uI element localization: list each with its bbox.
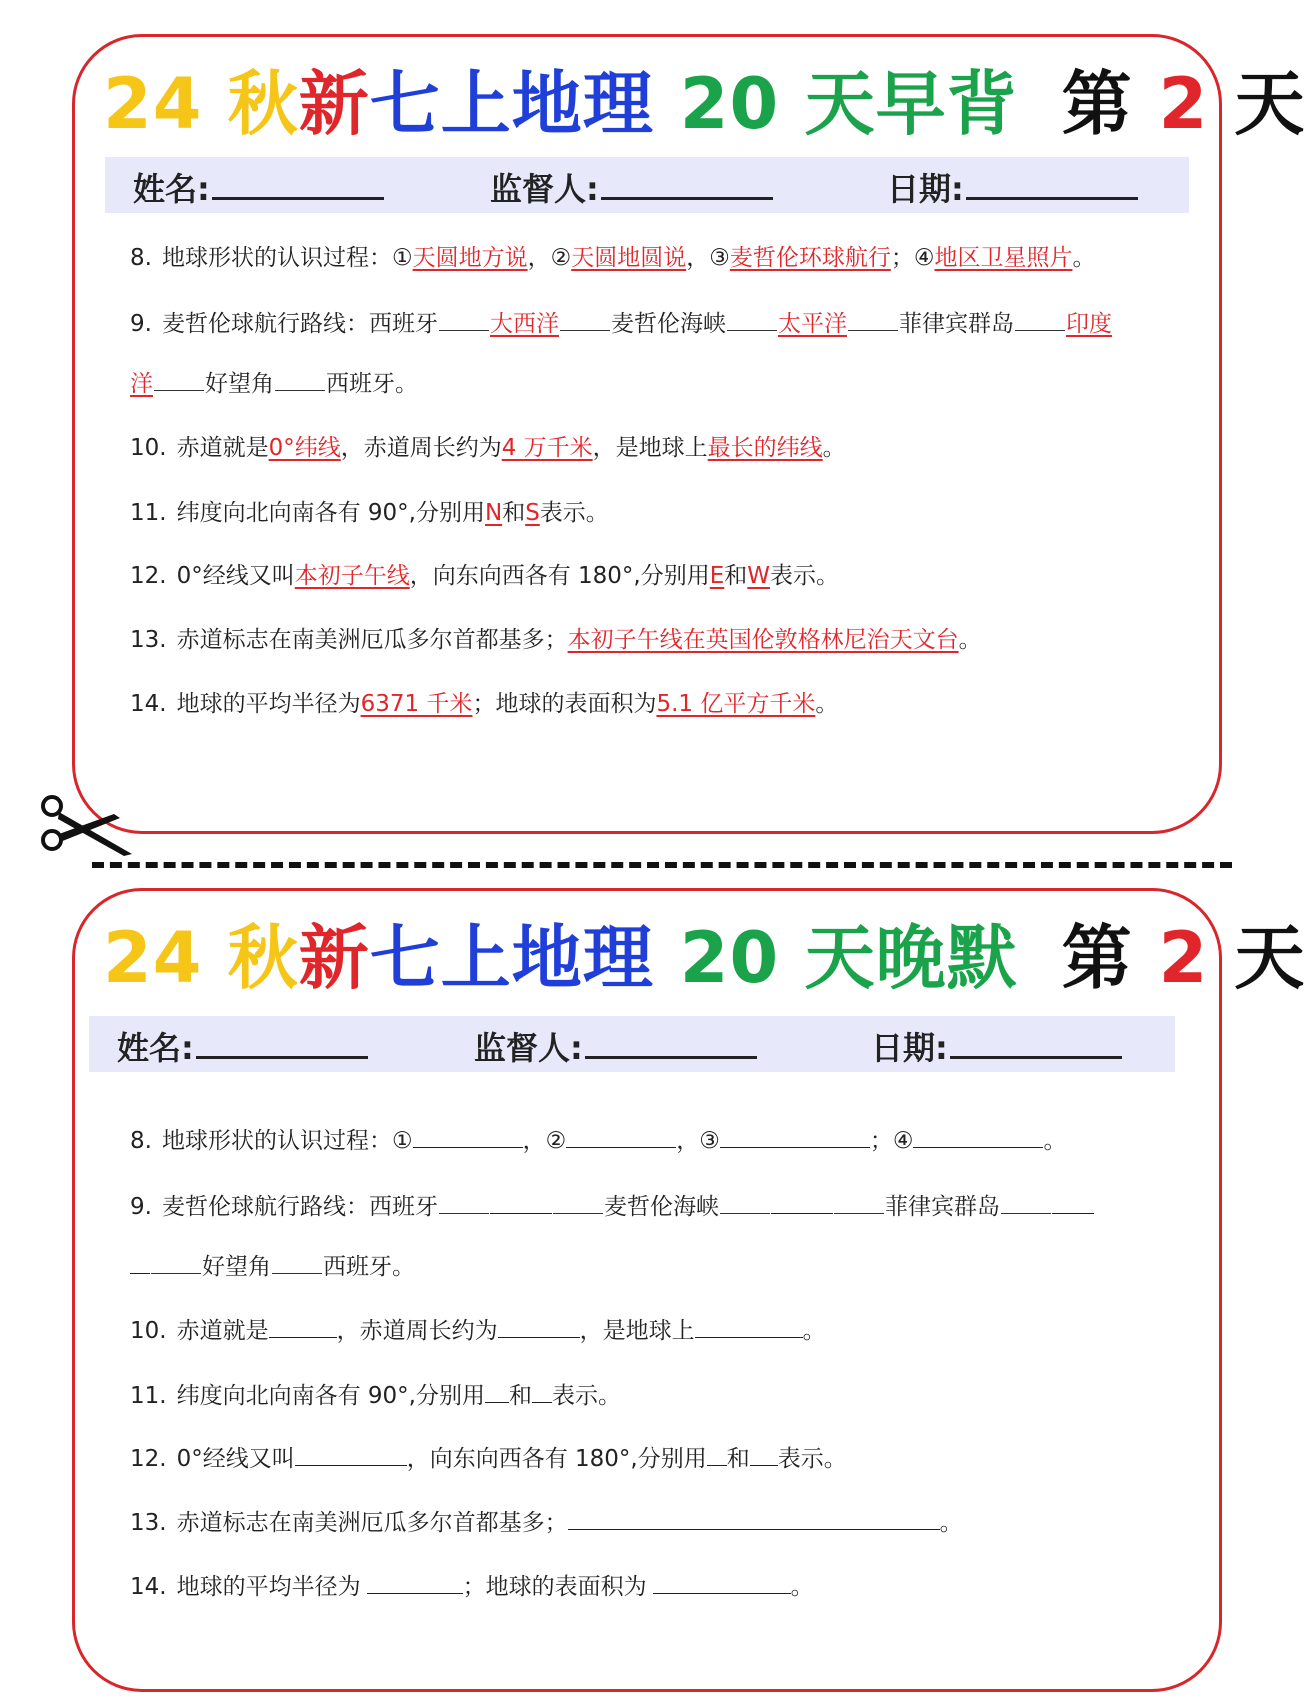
answer-blank[interactable] [413, 1123, 523, 1148]
question-text: ，向东向西各有 180°,分别用 [409, 563, 710, 589]
answer: 5.1 亿平方千米 [656, 691, 816, 717]
answer-blank[interactable] [269, 1313, 337, 1338]
answer-blank[interactable] [771, 1189, 833, 1214]
question-text: ；地球的表面积为 [472, 691, 657, 717]
question-text: 地球形状的认识过程：① [161, 1128, 413, 1154]
question-number: 9. [130, 311, 152, 337]
question-text: ，赤道周长约为 [336, 1318, 498, 1344]
morning-review-card [72, 34, 1305, 834]
question-number: 9. [130, 1194, 152, 1220]
answer-blank[interactable] [566, 1123, 676, 1148]
question-text: 。 [958, 627, 982, 653]
question-10 [130, 1313, 826, 1348]
answer-blank[interactable] [367, 1569, 463, 1594]
answer: N [484, 500, 503, 526]
question-11 [130, 496, 609, 530]
question-text: 和 [724, 563, 748, 589]
date-field[interactable] [871, 1022, 1122, 1070]
question-text: 好望角 [202, 1254, 271, 1280]
question-text: 菲律宾群岛 [884, 1194, 1000, 1220]
question-9-continued [130, 1249, 415, 1284]
question-text: 赤道标志在南美洲厄瓜多尔首都基多； [176, 627, 568, 653]
supervisor-field[interactable] [490, 163, 773, 211]
title-part-di: 第 [1061, 917, 1133, 999]
info-bar [105, 157, 1189, 213]
question-text: ，是地球上 [592, 435, 708, 461]
title-part-tian: 天 [1234, 917, 1305, 999]
question-text: 西班牙。 [326, 371, 418, 397]
question-text: 赤道标志在南美洲厄瓜多尔首都基多； [176, 1510, 568, 1536]
question-text: ，② [522, 1128, 567, 1154]
question-11 [130, 1378, 621, 1413]
answer: 0°纬线 [268, 435, 341, 461]
question-text: 和 [508, 1383, 532, 1409]
question-text: 麦哲伦海峡 [603, 1194, 719, 1220]
question-13 [130, 1505, 963, 1540]
title-part-new: 新 [298, 63, 370, 145]
info-bar [89, 1016, 1175, 1072]
question-number: 10. [130, 1318, 167, 1344]
answer-blank[interactable] [913, 1123, 1043, 1148]
scissors-icon [36, 792, 136, 862]
answer: 印度 [1065, 311, 1112, 337]
question-text: 纬度向北向南各有 90°,分别用 [176, 500, 485, 526]
question-number: 12. [130, 563, 167, 589]
date-field[interactable] [887, 163, 1138, 211]
name-field[interactable] [133, 163, 384, 211]
question-text: 赤道就是 [176, 435, 269, 461]
answer: E [709, 563, 725, 589]
answer-blank[interactable] [568, 1505, 940, 1530]
question-9 [130, 307, 1112, 341]
answer-blank[interactable] [750, 1441, 778, 1466]
answer: 天圆地方说 [412, 245, 528, 271]
answer: 大西洋 [489, 311, 559, 337]
supervisor-field[interactable] [474, 1022, 757, 1070]
answer: 6371 千米 [360, 691, 473, 717]
question-12 [130, 559, 839, 593]
question-number: 11. [130, 500, 167, 526]
worksheet-title [103, 913, 1305, 1003]
answer-blank[interactable] [653, 1569, 791, 1594]
answer-blank[interactable] [532, 1378, 552, 1403]
answer-blank[interactable] [720, 1123, 870, 1148]
question-number: 14. [130, 691, 167, 717]
question-number: 13. [130, 1510, 167, 1536]
question-text: 和 [726, 1446, 750, 1472]
title-part-di: 第 [1061, 63, 1133, 145]
title-part-year: 24 秋 [103, 63, 299, 145]
question-9 [130, 1189, 1094, 1224]
question-text: 表示。 [770, 563, 840, 589]
answer: 最长的纬线 [707, 435, 823, 461]
answer: 本初子午线在英国伦敦格林尼治天文台 [567, 627, 959, 653]
question-text: 和 [502, 500, 526, 526]
answer: 地区卫星照片 [934, 245, 1073, 271]
answer-blank[interactable] [490, 1189, 552, 1214]
question-12 [130, 1441, 847, 1476]
title-part-tian: 天 [1234, 63, 1305, 145]
answer-blank[interactable] [130, 1249, 150, 1274]
question-text: 0°经线又叫 [176, 1446, 295, 1472]
question-text: ；④ [869, 1128, 914, 1154]
question-13 [130, 623, 982, 657]
question-text: 。 [939, 1510, 963, 1536]
title-part-year: 24 秋 [103, 917, 299, 999]
cut-line [92, 862, 1232, 868]
question-text: 表示。 [777, 1446, 847, 1472]
question-text: ；④ [890, 245, 935, 271]
question-text: 。 [802, 1318, 826, 1344]
question-number: 8. [130, 245, 152, 271]
question-number: 8. [130, 1128, 152, 1154]
answer-blank[interactable] [707, 1441, 727, 1466]
answer-blank[interactable] [498, 1313, 580, 1338]
supervisor-label: 监督人: [490, 170, 599, 208]
worksheet-title [103, 59, 1305, 149]
title-part-new: 新 [298, 917, 370, 999]
question-number: 11. [130, 1383, 167, 1409]
question-10 [130, 431, 846, 465]
title-part-plan: 20 天晚默 [679, 917, 1018, 999]
question-text: 地球的平均半径为 [176, 691, 361, 717]
name-label: 姓名: [117, 1029, 194, 1067]
answer: 洋 [130, 371, 153, 397]
question-text: 麦哲伦球航行路线：西班牙 [161, 311, 438, 337]
answer: W [747, 563, 771, 589]
question-text: 。 [1072, 245, 1096, 271]
question-text: 西班牙。 [323, 1254, 415, 1280]
question-text: 。 [815, 691, 839, 717]
supervisor-label: 监督人: [474, 1029, 583, 1067]
title-part-day-number: 2 [1158, 917, 1209, 999]
question-number: 14. [130, 1574, 167, 1600]
answer-blank[interactable] [1052, 1189, 1094, 1214]
question-text: 好望角 [205, 371, 274, 397]
question-8 [130, 241, 1095, 275]
title-part-plan: 20 天早背 [679, 63, 1018, 145]
question-text: 地球的平均半径为 [176, 1574, 361, 1600]
answer-blank[interactable] [295, 1441, 407, 1466]
question-text: 纬度向北向南各有 90°,分别用 [176, 1383, 485, 1409]
question-text: 。 [822, 435, 846, 461]
question-text: 赤道就是 [176, 1318, 269, 1344]
question-text: ；地球的表面积为 [462, 1574, 647, 1600]
date-label: 日期: [887, 170, 964, 208]
question-9-continued [130, 367, 418, 401]
name-field[interactable] [117, 1022, 368, 1070]
question-14 [130, 687, 838, 721]
question-text: 地球形状的认识过程：① [161, 245, 413, 271]
question-text: ，是地球上 [579, 1318, 695, 1344]
question-text: ，③ [676, 1128, 720, 1154]
question-text: 表示。 [551, 1383, 621, 1409]
title-part-subject: 七上地理 [369, 63, 654, 145]
question-text: 麦哲伦球航行路线：西班牙 [161, 1194, 438, 1220]
question-text: 。 [1043, 1128, 1067, 1154]
answer-blank[interactable] [485, 1378, 509, 1403]
question-8 [130, 1123, 1066, 1158]
title-part-day-number: 2 [1158, 63, 1209, 145]
answer: 麦哲伦环球航行 [729, 245, 891, 271]
answer: 太平洋 [777, 311, 847, 337]
date-label: 日期: [871, 1029, 948, 1067]
answer: 4 万千米 [501, 435, 593, 461]
question-number: 13. [130, 627, 167, 653]
question-text: ，③ [686, 245, 730, 271]
name-label: 姓名: [133, 170, 210, 208]
question-text: ，赤道周长约为 [340, 435, 502, 461]
evening-dictation-card [72, 888, 1305, 1692]
title-part-subject: 七上地理 [369, 917, 654, 999]
question-text: 。 [790, 1574, 814, 1600]
question-14 [130, 1569, 814, 1604]
question-text: 菲律宾群岛 [898, 311, 1014, 337]
answer: 本初子午线 [294, 563, 410, 589]
answer-blank[interactable] [695, 1313, 803, 1338]
answer: 天圆地圆说 [571, 245, 687, 271]
question-number: 10. [130, 435, 167, 461]
question-number: 12. [130, 1446, 167, 1472]
answer: S [525, 500, 540, 526]
question-text: 麦哲伦海峡 [610, 311, 726, 337]
question-text: ，向东向西各有 180°,分别用 [406, 1446, 707, 1472]
question-text: 表示。 [539, 500, 609, 526]
question-text: 0°经线又叫 [176, 563, 295, 589]
question-text: ，② [527, 245, 572, 271]
